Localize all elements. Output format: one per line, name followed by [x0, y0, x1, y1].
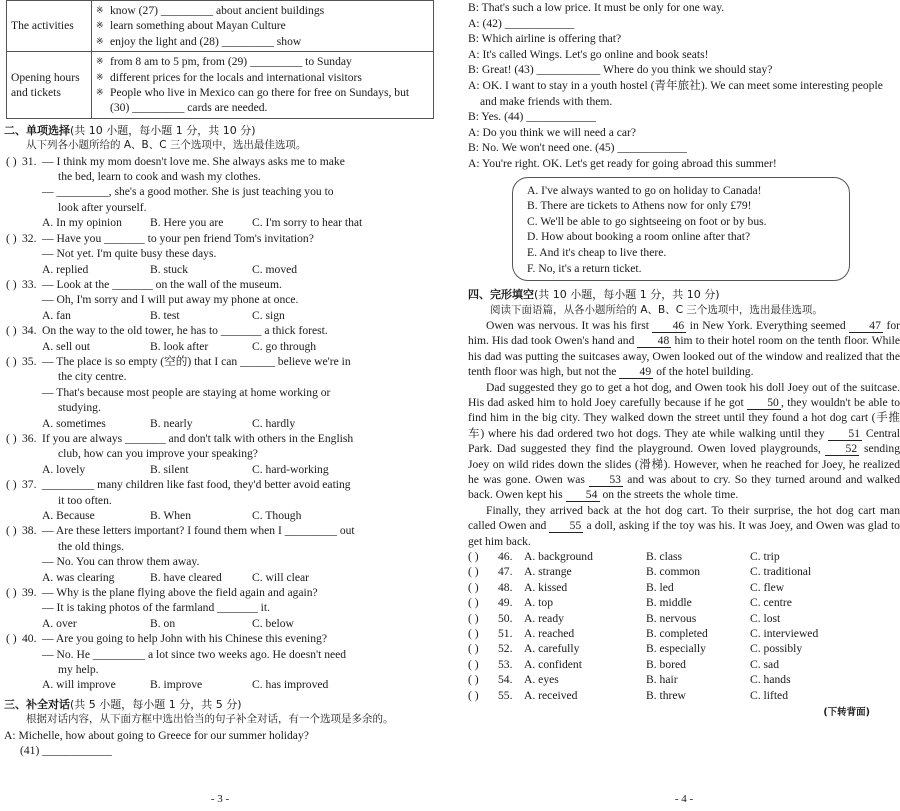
cloze-question [468, 626, 900, 641]
option-c: C. hard-working [252, 462, 329, 476]
option-b: B. class [646, 550, 683, 563]
option-b: B. on [150, 616, 176, 630]
mcq-list [4, 154, 436, 693]
question-number: 38. [22, 524, 37, 538]
option-c: C. Though [252, 509, 302, 522]
option-c: C. hands [750, 673, 791, 687]
option-c: C. go through [252, 339, 317, 353]
option-b: B. common [646, 565, 701, 579]
cloze-question [468, 657, 900, 672]
dialogue-option: B. There are tickets to Athens now for only £79! [527, 199, 752, 213]
option-c: C. sign [252, 308, 285, 322]
dialogue-line: (41) ____________ [20, 744, 112, 758]
dialogue-line: A: OK. I want to stay in a youth hostel (青年旅社). We can meet some interesting people and make friends with them. [468, 78, 883, 108]
cloze-question [468, 580, 900, 595]
mcq-question [4, 431, 436, 477]
question-options [42, 262, 436, 277]
option-b: B. stuck [150, 262, 189, 276]
passage-paragraph [468, 318, 900, 380]
question-line: — Look at the _______ on the wall of the museum. [42, 277, 282, 291]
dialogue-line: A: (42) ____________ [468, 16, 575, 30]
question-options [42, 616, 436, 631]
question-number: 40. [22, 632, 37, 646]
option-a: A. In my opinion [42, 216, 122, 230]
table-item: ※ from 8 am to 5 pm, from (29) _________ to Sunday [96, 54, 429, 69]
cloze-question [468, 672, 900, 687]
blank-51: 51 [828, 427, 862, 441]
option-a: A. background [524, 550, 593, 563]
option-a: A. Because [42, 509, 95, 522]
question-options [42, 508, 436, 523]
blank-53: 53 [589, 473, 623, 487]
dialogue-line: B: That's such a low price. It must be only for one way. [468, 1, 725, 14]
option-a: A. lovely [42, 462, 86, 476]
answer-paren: ( ) [468, 627, 479, 641]
question-line: — _________, she's a good mother. She is just teaching you to [42, 185, 334, 199]
question-number: 32. [22, 231, 37, 245]
option-b: B. Here you are [150, 216, 224, 230]
blank-52: 52 [825, 442, 859, 456]
dialogue-option: F. No, it's a return ticket. [527, 261, 642, 275]
question-number: 53. [498, 657, 513, 671]
answer-paren: ( ) [6, 324, 17, 338]
mcq-question [4, 323, 436, 354]
answer-paren: ( ) [468, 673, 479, 687]
question-line: On the way to the old tower, he has to _______ a thick forest. [42, 324, 328, 338]
option-c: C. centre [750, 596, 792, 610]
option-b: B. especially [646, 642, 706, 656]
blank-49: 49 [619, 365, 653, 379]
page-number: - 4 - [674, 792, 694, 805]
question-line: studying. [58, 401, 101, 415]
question-options [42, 677, 436, 692]
passage-text: in New York. Everything seemed [686, 318, 850, 332]
cloze-question [468, 549, 900, 564]
question-line: — That's because most people are staying at home working or [42, 385, 331, 399]
option-a: A. will improve [42, 678, 116, 692]
question-options [42, 570, 436, 585]
answer-paren: ( ) [6, 586, 17, 600]
answer-paren: ( ) [468, 688, 479, 702]
left-page [4, 0, 436, 811]
option-a: A. over [42, 616, 77, 630]
option-c: C. has improved [252, 678, 329, 692]
option-b: B. nearly [150, 416, 193, 430]
activities-table [6, 0, 434, 119]
answer-paren: ( ) [468, 657, 479, 671]
question-number: 31. [22, 154, 37, 168]
question-line: club, how can you improve your speaking? [58, 447, 258, 461]
passage-text: Central Park. Dad suggested they find the playground. Owen loved playgrounds, [468, 426, 900, 456]
question-options [42, 308, 436, 323]
answer-paren: ( ) [468, 550, 479, 563]
question-number: 33. [22, 277, 37, 291]
question-number: 49. [498, 596, 513, 610]
option-c: C. trip [750, 550, 780, 563]
page-number: - 3 - [210, 792, 230, 805]
question-line: — Are you going to help John with his Chinese this evening? [42, 632, 327, 646]
table-row [7, 1, 434, 52]
blank-55: 55 [549, 519, 583, 533]
option-c: C. moved [252, 262, 298, 276]
dialogue-line: B: Yes. (44) ____________ [468, 110, 596, 124]
question-line: the city centre. [58, 370, 127, 384]
mcq-question [4, 585, 436, 631]
passage-text: Dad suggested they go to get a hot dog, and Owen took his doll Joey out of the suitcase. His dad asked him to hold Joey carefully because if he got [468, 380, 900, 409]
option-b: B. hair [646, 673, 678, 687]
question-line: — Have you _______ to your pen friend Tom's invitation? [42, 231, 314, 245]
option-a: A. sometimes [42, 416, 106, 430]
table-label: Opening hours and tickets [7, 52, 92, 119]
question-number: 36. [22, 431, 37, 445]
option-c: C. lost [750, 611, 781, 625]
section4-instruction: 阅读下面语篇，从各小题所给的 A、B、C 三个选项中，选出最佳选项。 [490, 303, 823, 316]
option-b: B. threw [646, 688, 686, 702]
question-line: — Not yet. I'm quite busy these days. [42, 247, 217, 261]
cloze-question [468, 688, 900, 703]
option-b: B. led [646, 580, 674, 594]
question-number: 50. [498, 611, 513, 625]
option-b: B. silent [150, 462, 189, 476]
question-line: the old things. [58, 539, 125, 553]
option-a: A. reached [524, 627, 575, 641]
mcq-question [4, 477, 436, 523]
answer-paren: ( ) [6, 231, 17, 245]
answer-paren: ( ) [468, 611, 479, 625]
option-c: C. flew [750, 580, 785, 594]
question-line: — Are these letters important? I found them when I _________ out [42, 524, 355, 538]
answer-paren: ( ) [468, 565, 479, 579]
option-a: A. fan [42, 308, 71, 322]
cloze-question [468, 595, 900, 610]
section3-note: (共 5 小题，每小题 1 分，共 5 分) [70, 697, 242, 711]
cloze-question [468, 564, 900, 579]
blank-46: 46 [652, 319, 686, 333]
question-number: 35. [22, 354, 37, 368]
section2-note: (共 10 小题，每小题 1 分，共 10 分) [70, 123, 256, 137]
table-cell [92, 52, 434, 119]
dialogue-option: E. And it's cheap to live there. [527, 245, 667, 259]
question-line: look after yourself. [58, 200, 147, 214]
dialogue-line: B: Great! (43) ___________ Where do you think we should stay? [468, 63, 773, 77]
dialogue-start [4, 728, 436, 759]
mcq-question [4, 154, 436, 231]
section2-title: 二、单项选择(共 10 小题，每小题 1 分，共 10 分) [4, 123, 256, 137]
question-number: 55. [498, 688, 513, 702]
dialogue-option: A. I've always wanted to go on holiday to Canada! [527, 183, 762, 197]
answer-paren: ( ) [468, 596, 479, 610]
question-line: — It is taking photos of the farmland _______ it. [42, 601, 270, 615]
option-a: A. received [524, 688, 578, 702]
option-b: B. improve [150, 678, 203, 692]
question-number: 34. [22, 324, 37, 338]
question-line: the bed, learn to cook and wash my clothes. [58, 170, 261, 184]
question-line: — No. You can throw them away. [42, 555, 200, 569]
option-b: B. When [150, 509, 192, 522]
section4-title: 四、完形填空(共 10 小题，每小题 1 分，共 10 分) [468, 288, 720, 302]
table-cell [92, 1, 434, 52]
dialogue-line: B: No. We won't need one. (45) ____________ [468, 141, 687, 155]
answer-paren: ( ) [6, 478, 17, 492]
passage-text: him to their hotel room on the tenth floor. While his dad was putting the suitcases away, Owen looked out of the window and realized that the tenth floor was high, but not the [468, 334, 900, 379]
mcq-question [4, 631, 436, 693]
option-b: B. have cleared [150, 570, 222, 584]
answer-paren: ( ) [6, 354, 17, 368]
section4-note: (共 10 小题，每小题 1 分，共 10 分) [534, 288, 720, 302]
question-line: _________ many children like fast food, they'd better avoid eating [42, 478, 351, 492]
question-number: 51. [498, 627, 513, 641]
dialogue-line: A: Michelle, how about going to Greece for our summer holiday? [4, 728, 309, 742]
question-number: 39. [22, 586, 37, 600]
option-b: B. test [150, 308, 180, 322]
option-c: C. interviewed [750, 627, 819, 641]
dialogue-line: A: Do you think we will need a car? [468, 125, 637, 139]
question-number: 52. [498, 642, 513, 656]
cloze-question [468, 611, 900, 626]
option-a: A. was clearing [42, 570, 115, 584]
cloze-options [468, 549, 900, 703]
question-line: — Oh, I'm sorry and I will put away my phone at once. [42, 293, 299, 307]
question-line: my help. [58, 663, 99, 677]
question-options [42, 339, 436, 354]
option-b: B. completed [646, 627, 708, 641]
section3-instruction: 根据对话内容，从下面方框中选出恰当的句子补全对话，有一个选项是多余的。 [26, 713, 394, 726]
table-item: ※ learn something about Mayan Culture [96, 18, 429, 33]
section3-title: 三、补全对话(共 5 小题，每小题 1 分，共 5 分) [4, 697, 242, 711]
table-item: ※ enjoy the light and (28) _________ show [96, 34, 429, 49]
passage-text: Finally, they arrived back at the hot dog cart. To their surprise, the hot dog cart man called Owen and [468, 503, 900, 533]
dialogue-line: A: You're right. OK. Let's get ready for going abroad this summer! [468, 156, 777, 170]
question-number: 46. [498, 550, 513, 563]
option-a: A. confident [524, 657, 582, 671]
question-options [42, 215, 436, 230]
answer-paren: ( ) [6, 632, 17, 646]
option-a: A. kissed [524, 580, 568, 594]
option-c: C. below [252, 616, 294, 630]
passage-text: Owen was nervous. It was his first [486, 318, 653, 332]
option-b: B. bored [646, 657, 686, 671]
table-row [7, 52, 434, 119]
option-a: A. eyes [524, 673, 559, 687]
answer-paren: ( ) [6, 431, 17, 445]
options-box [512, 177, 850, 282]
mcq-question [4, 354, 436, 431]
question-number: 47. [498, 565, 513, 579]
blank-54: 54 [566, 488, 600, 502]
mcq-question [4, 277, 436, 323]
answer-paren: ( ) [6, 154, 17, 168]
option-c: C. lifted [750, 688, 788, 702]
section2-instruction: 从下列各小题所给的 A、B、C 三个选项中，选出最佳选项。 [26, 139, 307, 152]
answer-paren: ( ) [468, 642, 479, 656]
question-options [42, 416, 436, 431]
answer-paren: ( ) [6, 524, 17, 538]
option-a: A. replied [42, 262, 89, 276]
passage-text: for him. His dad took Owen's hand and [468, 318, 900, 348]
option-a: A. ready [524, 611, 564, 625]
right-page [468, 0, 900, 811]
option-c: C. sad [750, 657, 779, 671]
blank-50: 50 [747, 396, 781, 410]
passage-text: of the hotel building. [653, 365, 754, 379]
question-number: 37. [22, 478, 37, 492]
question-line: — No. He _________ a lot since two weeks ago. He doesn't need [42, 647, 347, 661]
question-number: 54. [498, 673, 513, 687]
passage-text: a doll, asking if the toy was his. It was Joey, and Owen was glad to get him back. [468, 519, 900, 548]
passage-text: and was about to cry. So they turned around and walked back. Owen kept his [468, 472, 900, 502]
question-line: it too often. [58, 493, 112, 507]
question-line: — I think my mom doesn't love me. She always asks me to make [42, 154, 345, 168]
mcq-question [4, 523, 436, 585]
question-line: — Why is the plane flying above the field again and again? [42, 586, 318, 600]
option-a: A. sell out [42, 339, 90, 353]
question-number: 48. [498, 580, 513, 594]
option-a: A. strange [524, 565, 572, 579]
option-c: C. traditional [750, 565, 812, 579]
option-a: A. carefully [524, 642, 580, 656]
answer-paren: ( ) [6, 277, 17, 291]
option-c: C. I'm sorry to hear that [252, 216, 363, 230]
dialogue-line: A: It's called Wings. Let's go online and book seats! [468, 47, 709, 61]
blank-47: 47 [849, 319, 883, 333]
dialogue-option: C. We'll be able to go sightseeing on foot or by bus. [527, 214, 767, 228]
dialogue-option: D. How about booking a room online after that? [527, 230, 751, 244]
table-item: ※ different prices for the locals and international visitors [96, 70, 429, 85]
dialogue [468, 0, 900, 172]
answer-paren: ( ) [468, 580, 479, 594]
table-item: ※ know (27) _________ about ancient buildings [96, 3, 429, 18]
option-c: C. possibly [750, 642, 803, 656]
table-label: The activities [7, 1, 92, 52]
option-c: C. will clear [252, 570, 309, 584]
mcq-question [4, 231, 436, 277]
dialogue-line: B: Which airline is offering that? [468, 32, 622, 46]
passage-text: , they wouldn't be able to find him in the big city. They walked down the street until they found a hot dog cart (手推车) where his dad ordered two hot dogs. They ate while walking until they [468, 395, 900, 440]
option-a: A. top [524, 596, 553, 610]
turn-over-note: (下转背面) [823, 707, 870, 719]
passage-text: on the streets the whole time. [599, 488, 739, 502]
option-c: C. hardly [252, 416, 296, 430]
passage-paragraph [468, 503, 900, 549]
passage-paragraph [468, 380, 900, 503]
cloze-passage [468, 318, 900, 549]
question-options [42, 462, 436, 477]
option-b: B. look after [150, 339, 209, 353]
option-b: B. nervous [646, 611, 697, 625]
question-line: — The place is so empty (空的) that I can ______ believe we're in [42, 354, 351, 368]
table-item: ※ People who live in Mexico can go there for free on Sundays, but (30) _________ cards are needed. [96, 85, 429, 116]
blank-48: 48 [637, 334, 671, 348]
cloze-question [468, 641, 900, 656]
passage-text: sending Joey on wild rides down the slides (滑梯). However, when he reached for Joey, he realized he was gone. Owen was [468, 442, 900, 486]
question-line: If you are always _______ and don't talk with others in the English [42, 431, 354, 445]
option-b: B. middle [646, 596, 692, 610]
